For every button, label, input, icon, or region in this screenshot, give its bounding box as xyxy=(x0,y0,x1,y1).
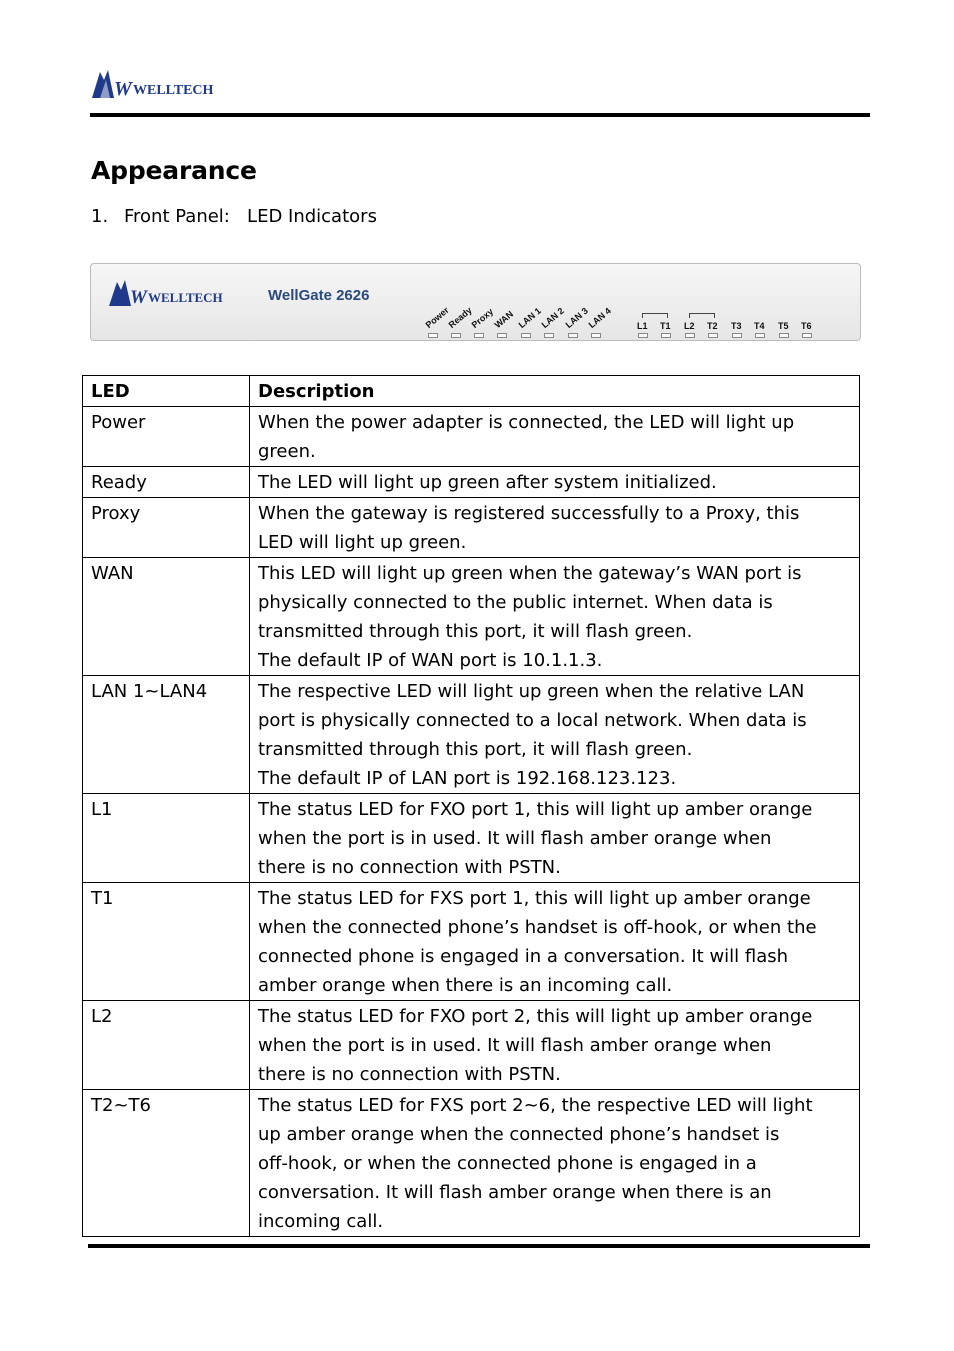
list-item-text: Front Panel: LED Indicators xyxy=(124,206,377,227)
led-label: LAN 3 xyxy=(563,305,590,330)
section-title: Appearance xyxy=(91,156,257,185)
led-lamp xyxy=(779,333,789,338)
port-pair-bracket xyxy=(642,313,668,318)
port-pair-bracket xyxy=(689,313,715,318)
led-lamp xyxy=(474,333,484,338)
description-line: The default IP of LAN port is 192.168.123.123. xyxy=(258,768,677,789)
welltech-logo xyxy=(90,66,230,100)
table-row xyxy=(83,1001,860,1090)
description-line: The default IP of WAN port is 10.1.1.3. xyxy=(258,650,603,671)
led-lamp xyxy=(521,333,531,338)
panel-logo-text: WELLTECH xyxy=(148,290,223,305)
led-lamp xyxy=(591,333,601,338)
description-line: off-hook, or when the connected phone is engaged in a xyxy=(258,1153,757,1174)
led-lamp xyxy=(451,333,461,338)
led-lamp xyxy=(732,333,742,338)
led-lamp xyxy=(708,333,718,338)
description-line: when the port is in used. It will flash amber orange when xyxy=(258,1035,772,1056)
led-label: L2 xyxy=(684,321,695,331)
description-line: green. xyxy=(258,441,316,462)
led-description-cell xyxy=(250,407,860,467)
footer-rule xyxy=(88,1244,870,1248)
led-label: T4 xyxy=(754,321,765,331)
led-label: T6 xyxy=(801,321,812,331)
description-line: The status LED for FXS port 2~6, the respective LED will light xyxy=(258,1095,813,1116)
led-label: LAN 2 xyxy=(539,305,566,330)
led-lamp xyxy=(428,333,438,338)
list-item-number: 1. xyxy=(91,206,109,227)
led-lamp xyxy=(661,333,671,338)
description-line: amber orange when there is an incoming call. xyxy=(258,975,673,996)
led-label: L1 xyxy=(637,321,648,331)
front-panel-image xyxy=(90,263,861,341)
led-description-cell xyxy=(250,883,860,1001)
header-rule xyxy=(90,113,870,117)
led-description-cell xyxy=(250,558,860,676)
led-name-cell: Power xyxy=(83,407,250,467)
table-row xyxy=(83,1090,860,1237)
list-item xyxy=(91,206,377,227)
led-label: LAN 4 xyxy=(586,305,613,330)
led-description-cell xyxy=(250,676,860,794)
device-model: WellGate 2626 xyxy=(268,287,370,304)
table-row xyxy=(83,467,860,498)
led-description-cell xyxy=(250,794,860,883)
description-line: The status LED for FXS port 1, this will light up amber orange xyxy=(258,888,811,909)
led-description-cell xyxy=(250,1001,860,1090)
led-label: Ready xyxy=(446,304,474,330)
led-label: T2 xyxy=(707,321,718,331)
table-row xyxy=(83,883,860,1001)
description-line: transmitted through this port, it will flash green. xyxy=(258,739,693,760)
led-label: Power xyxy=(423,304,451,330)
description-line: there is no connection with PSTN. xyxy=(258,857,561,878)
led-label: T1 xyxy=(660,321,671,331)
led-description-cell xyxy=(250,467,860,498)
led-lamp xyxy=(802,333,812,338)
description-line: The status LED for FXO port 2, this will light up amber orange xyxy=(258,1006,813,1027)
led-label: T3 xyxy=(731,321,742,331)
led-name-cell: T2~T6 xyxy=(83,1090,250,1237)
led-description-cell xyxy=(250,498,860,558)
led-name-cell: Ready xyxy=(83,467,250,498)
table-row xyxy=(83,498,860,558)
led-lamp xyxy=(544,333,554,338)
description-line: incoming call. xyxy=(258,1211,384,1232)
led-name-cell: LAN 1~LAN4 xyxy=(83,676,250,794)
panel-welltech-logo xyxy=(107,276,239,308)
description-line: when the port is in used. It will flash amber orange when xyxy=(258,828,772,849)
description-line: conversation. It will flash amber orange when there is an xyxy=(258,1182,772,1203)
led-label: WAN xyxy=(492,308,516,330)
description-line: This LED will light up green when the gateway’s WAN port is xyxy=(258,563,802,584)
led-name-cell: WAN xyxy=(83,558,250,676)
led-name-cell: L1 xyxy=(83,794,250,883)
table-header-row xyxy=(83,376,860,407)
description-line: The status LED for FXO port 1, this will light up amber orange xyxy=(258,799,813,820)
led-label: T5 xyxy=(778,321,789,331)
table-row xyxy=(83,407,860,467)
description-line: When the power adapter is connected, the LED will light up xyxy=(258,412,795,433)
description-line: when the connected phone’s handset is off-hook, or when the xyxy=(258,917,817,938)
description-line: up amber orange when the connected phone’s handset is xyxy=(258,1124,780,1145)
led-table xyxy=(82,375,860,1237)
table-row xyxy=(83,794,860,883)
led-name-cell: T1 xyxy=(83,883,250,1001)
description-line: port is physically connected to a local network. When data is xyxy=(258,710,807,731)
svg-text:W: W xyxy=(130,287,147,308)
header-logo-text: WELLTECH xyxy=(133,83,214,98)
table-row xyxy=(83,676,860,794)
column-header-description: Description xyxy=(250,376,860,407)
table-row xyxy=(83,558,860,676)
led-name-cell: Proxy xyxy=(83,498,250,558)
description-line: physically connected to the public internet. When data is xyxy=(258,592,773,613)
description-line: there is no connection with PSTN. xyxy=(258,1064,561,1085)
led-lamp xyxy=(755,333,765,338)
description-line: When the gateway is registered successfully to a Proxy, this xyxy=(258,503,800,524)
description-line: transmitted through this port, it will flash green. xyxy=(258,621,693,642)
led-lamp xyxy=(497,333,507,338)
led-name-cell: L2 xyxy=(83,1001,250,1090)
column-header-led: LED xyxy=(83,376,250,407)
led-lamp xyxy=(638,333,648,338)
description-line: The LED will light up green after system initialized. xyxy=(258,472,717,493)
led-lamp xyxy=(685,333,695,338)
led-label: LAN 1 xyxy=(516,305,543,330)
led-label: Proxy xyxy=(469,306,496,330)
description-line: connected phone is engaged in a conversation. It will flash xyxy=(258,946,789,967)
svg-text:W: W xyxy=(114,78,132,100)
led-lamp xyxy=(568,333,578,338)
description-line: LED will light up green. xyxy=(258,532,467,553)
led-description-cell xyxy=(250,1090,860,1237)
description-line: The respective LED will light up green when the relative LAN xyxy=(258,681,805,702)
